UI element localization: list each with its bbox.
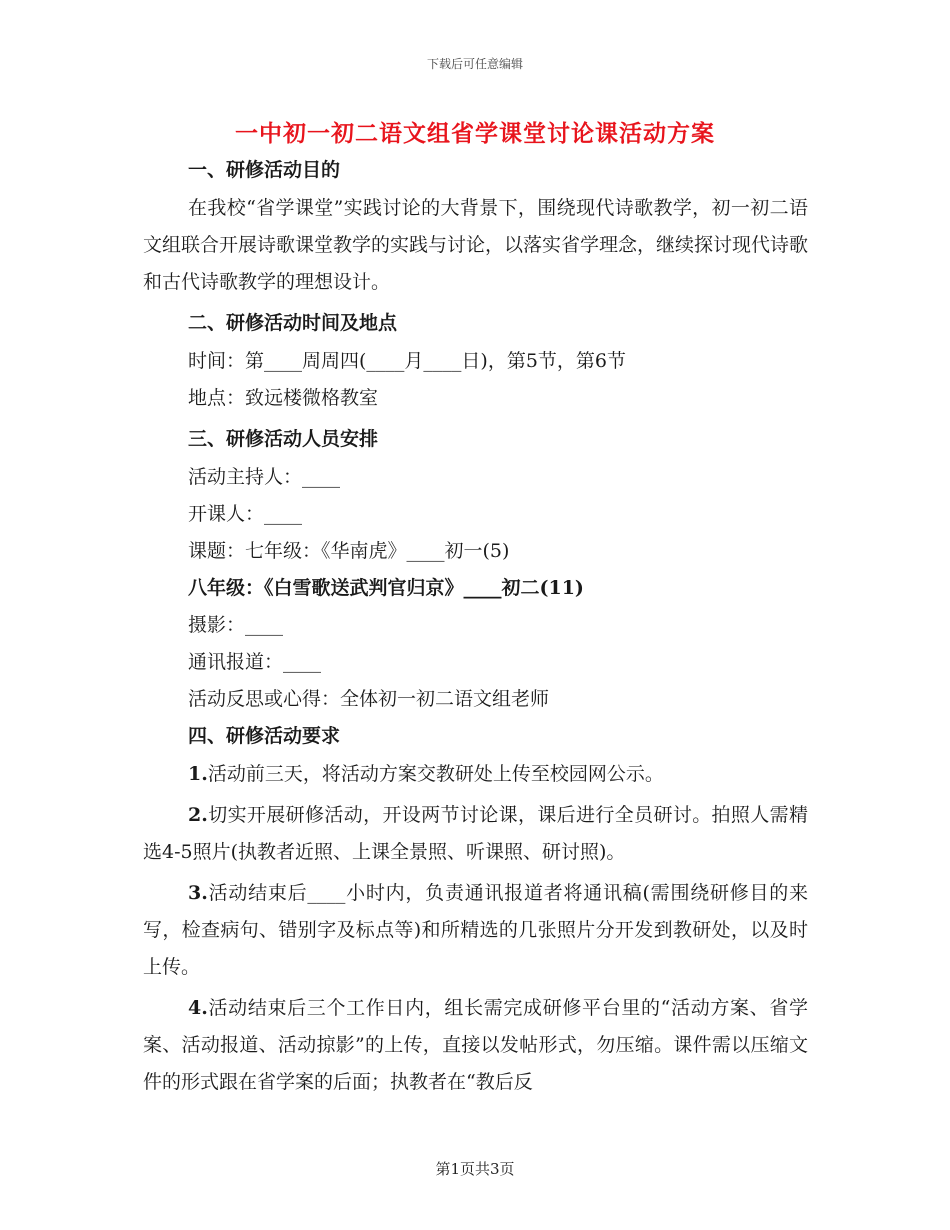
time-line: 时间：第____周周四(____月____日)，第5节，第6节 [188, 350, 627, 372]
reflection-line: 活动反思或心得：全体初一初二语文组老师 [188, 688, 550, 710]
requirement-number: 2. [188, 804, 208, 826]
header-note: 下载后可任意编辑 [426, 57, 523, 71]
requirement-text: 活动结束后三个工作日内，组长需完成研修平台里的“活动方案、省学案、活动报道、活动掠影”的上传，直接以发帖形式，勿压缩。课件需以压缩文件的形式跟在省学案的后面；执教者在“教后反 [143, 997, 808, 1093]
requirement-text: 活动结束后____小时内，负责通讯报道者将通讯稿(需围绕研修目的来写，检查病句、错别字及标点等)和所精选的几张照片分开发到教研处，以及时上传。 [143, 882, 808, 978]
purpose-paragraph: 在我校“省学课堂”实践讨论的大背景下，围绕现代诗歌教学，初一初二语文组联合开展诗歌课堂教学的实践与讨论，以落实省学理念，继续探讨现代诗歌和古代诗歌教学的理想设计。 [143, 197, 809, 293]
requirement-item-3 [143, 875, 808, 986]
requirement-item-2 [143, 797, 808, 871]
requirement-number: 4. [188, 997, 208, 1019]
host-line: 活动主持人：____ [188, 466, 341, 488]
page-footer: 第1页共3页 [435, 1160, 515, 1178]
requirement-item-1 [143, 756, 808, 793]
requirement-number: 3. [188, 882, 208, 904]
section-heading-staff: 三、研修活动人员安排 [188, 428, 379, 450]
requirement-text: 切实开展研修活动，开设两节讨论课，课后进行全员研讨。拍照人需精选4-5照片(执教者近照、上课全景照、听课照、研讨照)。 [143, 804, 808, 863]
document-title: 一中初一初二语文组省学课堂讨论课活动方案 [235, 120, 715, 147]
teacher-line: 开课人：____ [188, 503, 303, 525]
grade8-topic-line: 八年级：《白雪歌送武判官归京》____初二(11) [188, 577, 584, 599]
section-heading-time-place: 二、研修活动时间及地点 [188, 312, 398, 334]
reporter-line: 通讯报道：____ [188, 651, 322, 673]
place-line: 地点：致远楼微格教室 [188, 387, 379, 409]
requirement-number: 1. [188, 763, 208, 785]
document-body [143, 152, 808, 1101]
section-heading-requirements: 四、研修活动要求 [188, 725, 341, 747]
requirement-item-4 [143, 990, 808, 1101]
topic-line: 课题：七年级：《华南虎》____初一(5) [188, 540, 510, 562]
section-heading-purpose: 一、研修活动目的 [188, 159, 341, 181]
photographer-line: 摄影：____ [188, 614, 284, 636]
requirement-text: 活动前三天，将活动方案交教研处上传至校园网公示。 [207, 763, 664, 785]
